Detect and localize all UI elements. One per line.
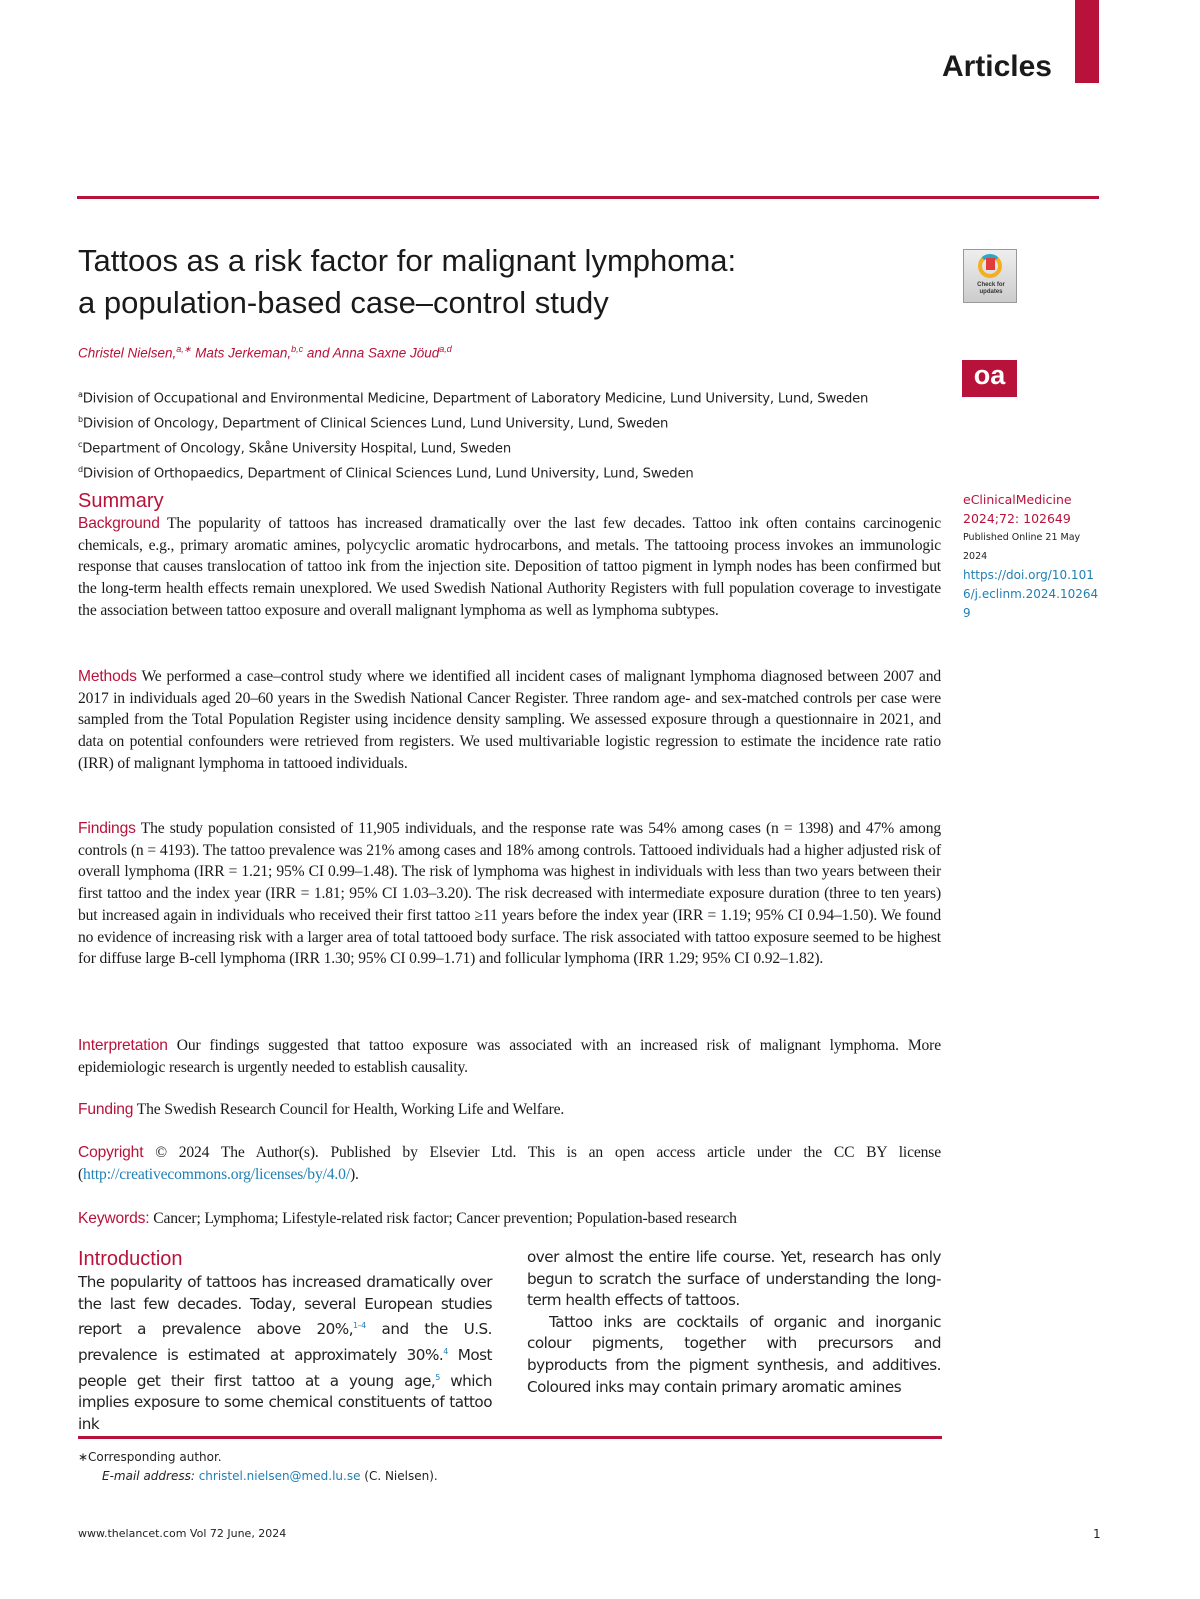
open-access-icon: oa — [962, 360, 1017, 397]
reference-link[interactable]: 4 — [443, 1346, 448, 1356]
abstract-methods — [78, 666, 941, 775]
section-label: Methods — [78, 668, 137, 685]
affiliation — [78, 460, 868, 485]
section-label: Background — [78, 515, 160, 532]
author-affiliation-marker: a,d — [439, 344, 452, 354]
affiliation-marker: a — [78, 390, 83, 399]
author-affiliation-marker: a,∗ — [176, 344, 192, 354]
paragraph-text: which implies exposure to some chemical constituents of tattoo ink — [78, 1371, 492, 1433]
affiliation-marker: b — [78, 415, 83, 425]
published-date: Published Online 21 May 2024 — [963, 532, 1081, 562]
corresponding-author-note: ∗Corresponding author. — [78, 1450, 222, 1464]
introduction-left-column — [78, 1272, 492, 1435]
section-text: The popularity of tattoos has increased dramatically over the last few decades. Tattoo ink often contains carcinogenic chemicals, e.g., primary aromatic amines, polycyclic aromatic hydrocarbons, and metals. The tattooing process invokes an immunologic response that causes translocation of tattoo ink from the injection site. Deposition of tattoo pigment in lymph nodes has been confirmed but the long-term health effects remain unexplored. We used Swedish National Authority Registers with full population coverage to investigate the association between tattoo exposure and overall malignant lymphoma as well as lymphoma subtypes. — [78, 515, 941, 619]
affiliation-text: Division of Occupational and Environmental Medicine, Department of Laboratory Medicine, Lund University, Lund, Sweden — [82, 391, 869, 407]
bookmark-icon — [986, 258, 995, 270]
author-name[interactable]: and Anna Saxne Jöud — [306, 345, 440, 361]
section-text: The study population consisted of 11,905 individuals, and the response rate was 54% among cases (n = 1398) and 47% among controls (n = 4193). The tattoo prevalence was 21% among cases and 18% among controls. Tattooed individuals had a higher adjusted risk of overall lymphoma (IRR = 1.21; 95% CI 0.99–1.48). The risk of lymphoma was highest in individuals with less than two years between their first tattoo and the index year (IRR = 1.81; 95% CI 1.03–3.20). The risk decreased with intermediate exposure duration (three to ten years) but increased again in individuals who received their first tattoo ≥11 years before the index year (IRR = 1.19; 95% CI 0.94–1.50). We found no evidence of increasing risk with a larger area of total tattooed body surface. The risk associated with tattoo exposure seemed to be highest for diffuse large B-cell lymphoma (IRR 1.30; 95% CI 0.99–1.71) and follicular lymphoma (IRR 1.29; 95% CI 0.92–1.82). — [78, 820, 941, 968]
affiliation-text: Department of Oncology, Skåne University Hospital, Lund, Sweden — [82, 441, 511, 457]
title-line-2: a population-based case–control study — [78, 285, 609, 320]
affiliation-marker: c — [78, 440, 83, 450]
paragraph-text: Most people get their first tattoo at a young age, — [78, 1345, 492, 1390]
header-divider — [77, 196, 1099, 199]
paragraph-text: and the U.S. prevalence is estimated at approximately 30%. — [78, 1320, 492, 1364]
section-label: Copyright — [78, 1144, 144, 1161]
section-color-bar — [1075, 0, 1099, 83]
section-label: Funding — [78, 1101, 134, 1118]
section-text: © 2024 The Author(s). Published by Elsevier Ltd. This is an open access article under the CC BY license ( — [78, 1144, 941, 1183]
affiliation — [78, 410, 868, 435]
section-text: ). — [350, 1165, 359, 1183]
license-link[interactable]: http://creativecommons.org/licenses/by/4.0/ — [83, 1165, 351, 1183]
affiliation — [78, 435, 868, 460]
section-text: We performed a case–control study where we identified all incident cases of malignant lymphoma diagnosed between 2007 and 2017 in individuals aged 20–60 years in the Swedish National Cancer Register. Three random age- and sex-matched controls per case were sampled from the Total Population Register using incidence density sampling. We assessed exposure through a questionnaire in 2021, and data on potential confounders were retrieved from registers. We used multivariable logistic regression to estimate the incidence rate ratio (IRR) of malignant lymphoma in tattooed individuals. — [78, 668, 941, 772]
keywords-text: Cancer; Lymphoma; Lifestyle-related risk factor; Cancer prevention; Population-based research — [149, 1210, 737, 1227]
section-label: Findings — [78, 820, 136, 837]
author-name[interactable]: Mats Jerkeman, — [195, 345, 292, 361]
reference-link[interactable]: 1–4 — [353, 1321, 366, 1331]
doi-link[interactable]: https://doi.org/10.1016/j.eclinm.2024.102649 — [963, 568, 1099, 620]
section-label: Articles — [941, 50, 1052, 83]
check-for-updates-badge[interactable] — [963, 249, 1017, 303]
email-label: E-mail address: — [102, 1469, 199, 1483]
journal-citation: 2024;72: 102649 — [963, 511, 1071, 526]
section-text: The Swedish Research Council for Health, Working Life and Welfare. — [133, 1101, 565, 1118]
abstract-funding — [78, 1099, 941, 1121]
paragraph-text: over almost the entire life course. Yet, research has only begun to scratch the surface of understanding the long-term health effects of tattoos. — [527, 1248, 941, 1310]
title-line-1: Tattoos as a risk factor for malignant lymphoma: — [78, 243, 737, 278]
author-list — [78, 344, 452, 361]
page-number: 1 — [1093, 1527, 1101, 1541]
paragraph-text: Tattoo inks are cocktails of organic and inorganic colour pigments, together with precursors and byproducts from the pigment synthesis, and additives. Coloured inks may contain primary aromatic amines — [527, 1312, 941, 1396]
abstract-interpretation — [78, 1035, 941, 1078]
author-affiliation-marker: b,c — [291, 344, 304, 354]
keywords — [78, 1208, 941, 1230]
email-suffix: (C. Nielsen). — [360, 1469, 438, 1483]
reference-link[interactable]: 5 — [435, 1372, 440, 1382]
affiliation-text: Division of Orthopaedics, Department of Clinical Sciences Lund, Lund University, Lund, Sweden — [82, 466, 694, 482]
citation-sidebar — [963, 490, 1103, 623]
affiliation-text: Division of Oncology, Department of Clinical Sciences Lund, Lund University, Lund, Sweden — [82, 416, 669, 432]
summary-heading: Summary — [78, 490, 164, 512]
footnote-divider — [78, 1436, 942, 1439]
footnote — [78, 1448, 438, 1486]
section-text: Our findings suggested that tattoo exposure was associated with an increased risk of malignant lymphoma. More epidemiologic research is urgently needed to establish causality. — [78, 1037, 941, 1076]
abstract-copyright — [78, 1142, 941, 1185]
affiliation — [78, 385, 868, 410]
email-link[interactable]: christel.nielsen@med.lu.se — [198, 1469, 361, 1483]
journal-name: eClinicalMedicine — [963, 492, 1072, 507]
affiliations — [78, 385, 868, 485]
abstract-background — [78, 513, 941, 622]
section-label: Interpretation — [78, 1037, 168, 1054]
footer-journal-info: www.thelancet.com Vol 72 June, 2024 — [78, 1527, 287, 1540]
introduction-right-column — [527, 1247, 941, 1398]
badge-label: Check for updates — [977, 282, 1005, 295]
introduction-heading: Introduction — [78, 1248, 183, 1270]
article-title — [78, 240, 898, 324]
section-label: Keywords: — [78, 1210, 150, 1227]
author-name[interactable]: Christel Nielsen, — [78, 345, 177, 361]
paragraph-text: The popularity of tattoos has increased dramatically over the last few decades. Today, several European studies report a prevalence above 20%, — [78, 1273, 492, 1339]
abstract-findings — [78, 818, 941, 970]
affiliation-marker: d — [78, 465, 83, 475]
